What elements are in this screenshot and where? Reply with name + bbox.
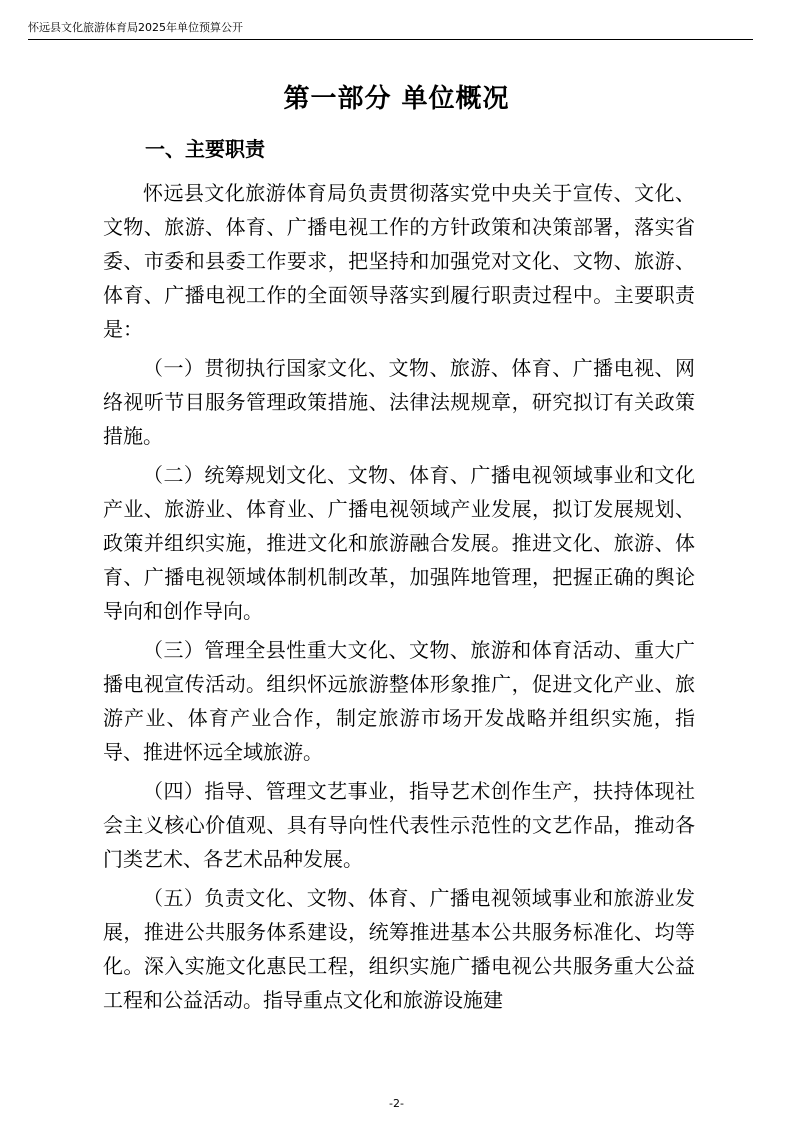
- paragraph-duty-1: （一）贯彻执行国家文化、文物、旅游、体育、广播电视、网络视听节目服务管理政策措施、法律法规规章，研究拟订有关政策措施。: [103, 356, 695, 448]
- paragraph-duty-3: （三）管理全县性重大文化、文物、旅游和体育活动、重大广播电视宣传活动。组织怀远旅游整体形象推广，促进文化产业、旅游产业、体育产业合作，制定旅游市场开发战略并组织实施，指导、推进怀远全域旅游。: [103, 638, 695, 764]
- paragraph-duty-5: （五）负责文化、文物、体育、广播电视领域事业和旅游业发展，推进公共服务体系建设，统筹推进基本公共服务标准化、均等化。深入实施文化惠民工程，组织实施广播电视公共服务重大公益工程和公益活动。指导重点文化和旅游设施建: [103, 886, 695, 1012]
- running-header: 怀远县文化旅游体育局2025年单位预算公开: [28, 21, 243, 34]
- section-heading: 一、主要职责: [145, 137, 265, 161]
- paragraph-duty-4: （四）指导、管理文艺事业，指导艺术创作生产，扶持体现社会主义核心价值观、具有导向性代表性示范性的文艺作品，推动各门类艺术、各艺术品种发展。: [103, 779, 695, 871]
- paragraph-intro: 怀远县文化旅游体育局负责贯彻落实党中央关于宣传、文化、文物、旅游、体育、广播电视工作的方针政策和决策部署，落实省委、市委和县委工作要求，把坚持和加强党对文化、文物、旅游、体育、广播电视工作的全面领导落实到履行职责过程中。主要职责是：: [103, 181, 695, 341]
- page-number: -2-: [389, 1097, 404, 1110]
- body-text: [103, 176, 695, 1022]
- header-divider: [28, 39, 753, 40]
- paragraph-duty-2: （二）统筹规划文化、文物、体育、广播电视领域事业和文化产业、旅游业、体育业、广播电视领域产业发展，拟订发展规划、政策并组织实施，推进文化和旅游融合发展。推进文化、旅游、体育、广播电视领域体制机制改革，加强阵地管理，把握正确的舆论导向和创作导向。: [103, 463, 695, 623]
- page-title: 第一部分 单位概况: [283, 84, 510, 114]
